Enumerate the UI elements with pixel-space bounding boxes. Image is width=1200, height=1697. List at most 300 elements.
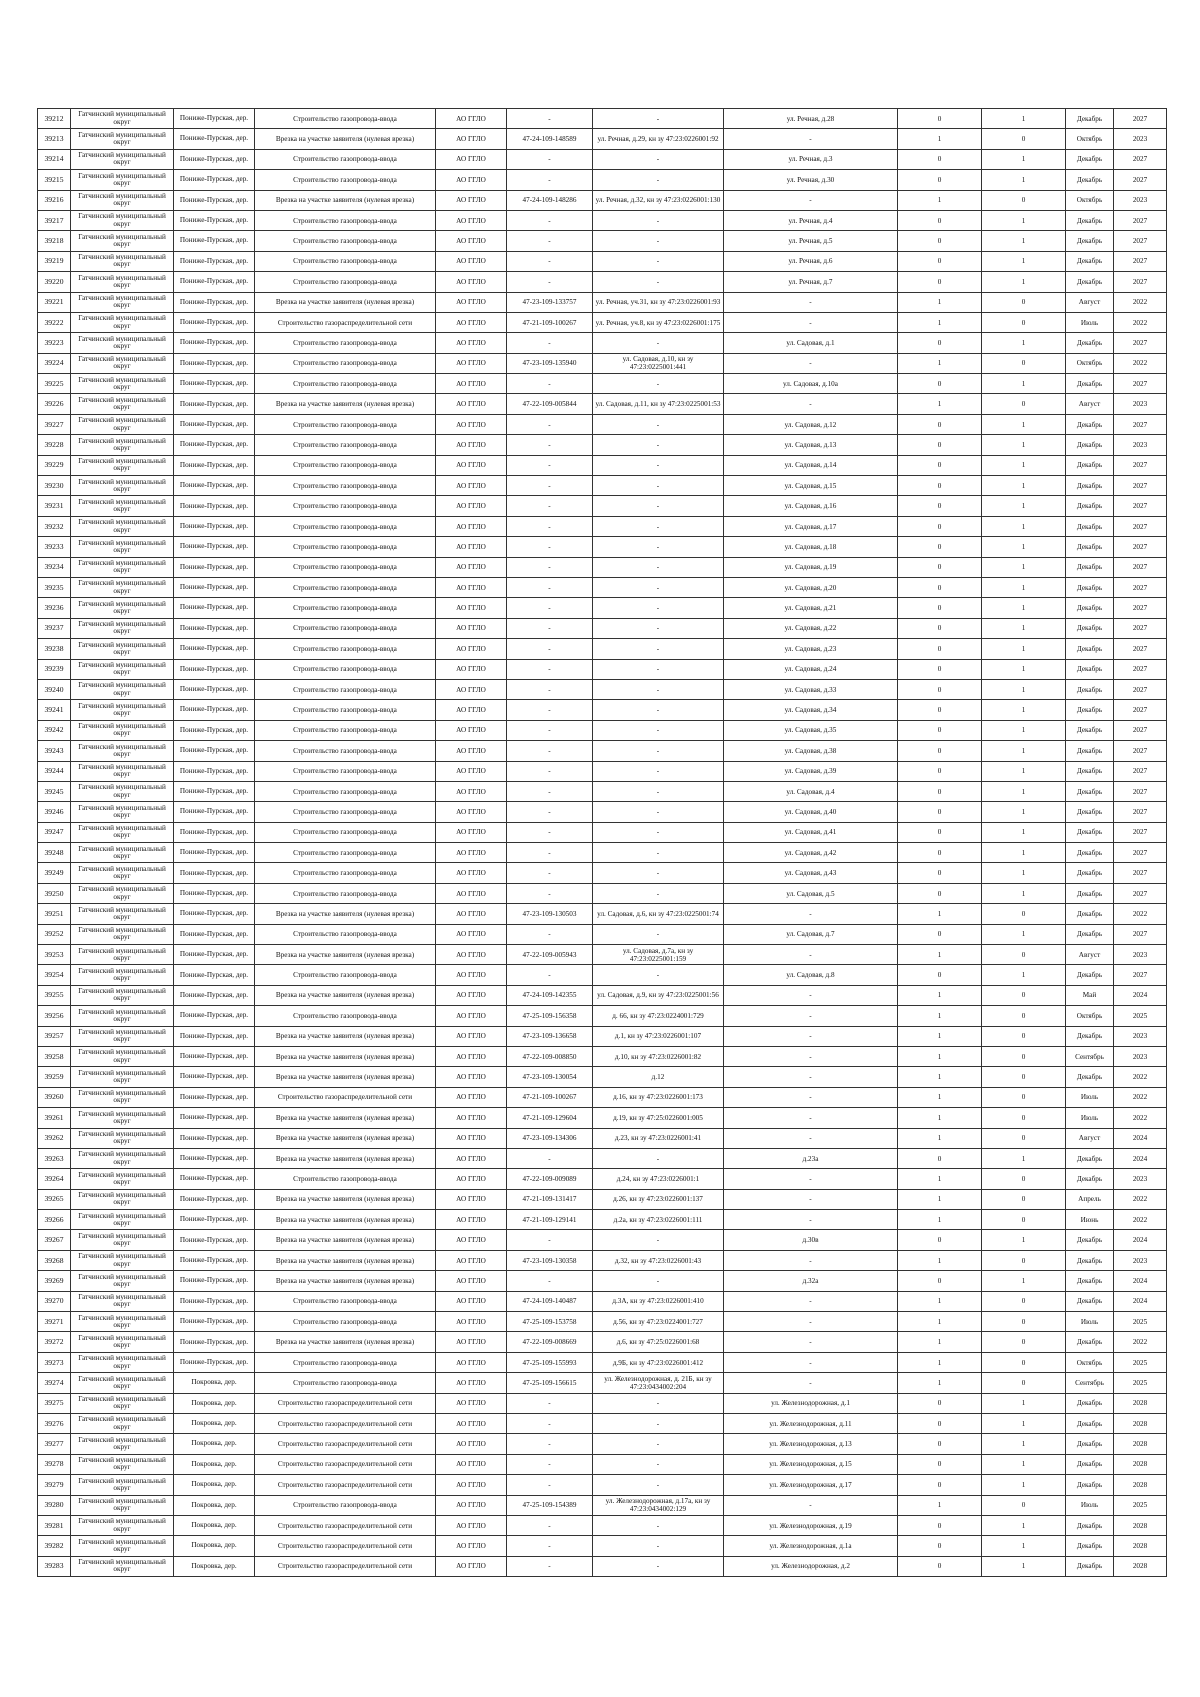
work-type-cell: Врезка на участке заявителя (нулевая врезка)	[255, 1067, 436, 1087]
table-row	[38, 1230, 1167, 1250]
row-number-cell: 39252	[38, 924, 71, 944]
settlement-cell: Пониже-Пурская, дер.	[174, 822, 255, 842]
count-b-cell: 1	[982, 618, 1066, 638]
count-a-cell: 1	[898, 1189, 982, 1209]
address-cell: -	[724, 292, 898, 312]
municipality-cell: Гатчинский муниципальный округ	[71, 333, 174, 353]
cadastral-address-cell: -	[593, 1454, 724, 1474]
table-row	[38, 129, 1167, 149]
row-number-cell: 39278	[38, 1454, 71, 1474]
table-row	[38, 781, 1167, 801]
row-number-cell: 39272	[38, 1332, 71, 1352]
count-b-cell: 1	[982, 1271, 1066, 1291]
row-number-cell: 39224	[38, 353, 71, 373]
settlement-cell: Покровка, дер.	[174, 1536, 255, 1556]
work-type-cell: Строительство газопровода-ввода	[255, 1169, 436, 1189]
work-type-cell: Строительство газораспределительной сети	[255, 1515, 436, 1535]
address-cell: ул. Железнодорожная, д.1а	[724, 1536, 898, 1556]
table-row	[38, 109, 1167, 129]
count-a-cell: 1	[898, 1108, 982, 1128]
month-cell: Декабрь	[1066, 537, 1114, 557]
municipality-cell: Гатчинский муниципальный округ	[71, 639, 174, 659]
year-cell: 2022	[1114, 353, 1167, 373]
address-cell: -	[724, 190, 898, 210]
count-b-cell: 1	[982, 476, 1066, 496]
row-number-cell: 39215	[38, 170, 71, 190]
year-cell: 2022	[1114, 1210, 1167, 1230]
count-b-cell: 0	[982, 1108, 1066, 1128]
municipality-cell: Гатчинский муниципальный округ	[71, 210, 174, 230]
address-cell: -	[724, 1495, 898, 1515]
year-cell: 2027	[1114, 333, 1167, 353]
address-cell: ул. Железнодорожная, д.15	[724, 1454, 898, 1474]
table-row	[38, 312, 1167, 332]
count-b-cell: 1	[982, 414, 1066, 434]
year-cell: 2027	[1114, 414, 1167, 434]
count-b-cell: 1	[982, 537, 1066, 557]
cadastral-address-cell: ул. Железнодорожная, д. 21Б, кн зу 47:23:0434002:204	[593, 1373, 724, 1393]
address-cell: ул. Речная, д.28	[724, 109, 898, 129]
count-b-cell: 1	[982, 577, 1066, 597]
settlement-cell: Пониже-Пурская, дер.	[174, 1108, 255, 1128]
work-type-cell: Строительство газопровода-ввода	[255, 210, 436, 230]
month-cell: Октябрь	[1066, 129, 1114, 149]
month-cell: Октябрь	[1066, 1352, 1114, 1372]
table-row	[38, 292, 1167, 312]
count-b-cell: 0	[982, 1495, 1066, 1515]
table-row	[38, 843, 1167, 863]
municipality-cell: Гатчинский муниципальный округ	[71, 312, 174, 332]
municipality-cell: Гатчинский муниципальный округ	[71, 292, 174, 312]
table-row	[38, 639, 1167, 659]
row-number-cell: 39253	[38, 945, 71, 965]
application-number-cell: -	[507, 598, 593, 618]
count-b-cell: 1	[982, 374, 1066, 394]
cadastral-address-cell: -	[593, 516, 724, 536]
month-cell: Декабрь	[1066, 231, 1114, 251]
work-type-cell: Врезка на участке заявителя (нулевая врезка)	[255, 292, 436, 312]
table-row	[38, 1352, 1167, 1372]
municipality-cell: Гатчинский муниципальный округ	[71, 1495, 174, 1515]
count-a-cell: 0	[898, 659, 982, 679]
municipality-cell: Гатчинский муниципальный округ	[71, 720, 174, 740]
count-a-cell: 0	[898, 455, 982, 475]
work-type-cell: Строительство газопровода-ввода	[255, 781, 436, 801]
application-number-cell: -	[507, 1454, 593, 1474]
organization-cell: АО ГГЛО	[436, 822, 507, 842]
settlement-cell: Покровка, дер.	[174, 1434, 255, 1454]
cadastral-address-cell: -	[593, 639, 724, 659]
cadastral-address-cell: -	[593, 965, 724, 985]
year-cell: 2023	[1114, 1169, 1167, 1189]
row-number-cell: 39217	[38, 210, 71, 230]
month-cell: Декабрь	[1066, 1250, 1114, 1270]
settlement-cell: Пониже-Пурская, дер.	[174, 924, 255, 944]
municipality-cell: Гатчинский муниципальный округ	[71, 1250, 174, 1270]
address-cell: ул. Садовая, д.39	[724, 761, 898, 781]
count-b-cell: 0	[982, 292, 1066, 312]
work-type-cell: Строительство газопровода-ввода	[255, 557, 436, 577]
settlement-cell: Покровка, дер.	[174, 1393, 255, 1413]
year-cell: 2023	[1114, 394, 1167, 414]
row-number-cell: 39235	[38, 577, 71, 597]
organization-cell: АО ГГЛО	[436, 1414, 507, 1434]
municipality-cell: Гатчинский муниципальный округ	[71, 1271, 174, 1291]
municipality-cell: Гатчинский муниципальный округ	[71, 1434, 174, 1454]
count-b-cell: 0	[982, 312, 1066, 332]
row-number-cell: 39216	[38, 190, 71, 210]
settlement-cell: Пониже-Пурская, дер.	[174, 659, 255, 679]
count-a-cell: 0	[898, 333, 982, 353]
organization-cell: АО ГГЛО	[436, 781, 507, 801]
row-number-cell: 39225	[38, 374, 71, 394]
organization-cell: АО ГГЛО	[436, 741, 507, 761]
organization-cell: АО ГГЛО	[436, 1250, 507, 1270]
municipality-cell: Гатчинский муниципальный округ	[71, 1067, 174, 1087]
settlement-cell: Покровка, дер.	[174, 1373, 255, 1393]
address-cell: -	[724, 1189, 898, 1209]
municipality-cell: Гатчинский муниципальный округ	[71, 109, 174, 129]
table-row	[38, 1495, 1167, 1515]
address-cell: ул. Речная, д.6	[724, 251, 898, 271]
count-a-cell: 0	[898, 639, 982, 659]
organization-cell: АО ГГЛО	[436, 190, 507, 210]
count-a-cell: 0	[898, 1434, 982, 1454]
organization-cell: АО ГГЛО	[436, 537, 507, 557]
municipality-cell: Гатчинский муниципальный округ	[71, 659, 174, 679]
work-type-cell: Строительство газопровода-ввода	[255, 496, 436, 516]
application-number-cell: 47-25-109-156358	[507, 1006, 593, 1026]
year-cell: 2022	[1114, 292, 1167, 312]
cadastral-address-cell: -	[593, 618, 724, 638]
municipality-cell: Гатчинский муниципальный округ	[71, 863, 174, 883]
organization-cell: АО ГГЛО	[436, 1515, 507, 1535]
table-row	[38, 414, 1167, 434]
cadastral-address-cell: -	[593, 272, 724, 292]
work-type-cell: Строительство газопровода-ввода	[255, 272, 436, 292]
municipality-cell: Гатчинский муниципальный округ	[71, 883, 174, 903]
count-b-cell: 0	[982, 945, 1066, 965]
cadastral-address-cell: ул. Садовая, д.9, кн зу 47:23:0225001:56	[593, 985, 724, 1005]
row-number-cell: 39256	[38, 1006, 71, 1026]
address-cell: ул. Речная, д.30	[724, 170, 898, 190]
table-row	[38, 883, 1167, 903]
cadastral-address-cell: -	[593, 883, 724, 903]
address-cell: -	[724, 1128, 898, 1148]
work-type-cell: Врезка на участке заявителя (нулевая врезка)	[255, 1210, 436, 1230]
year-cell: 2027	[1114, 210, 1167, 230]
count-a-cell: 1	[898, 129, 982, 149]
application-number-cell: 47-23-109-136658	[507, 1026, 593, 1046]
cadastral-address-cell: -	[593, 251, 724, 271]
application-number-cell: -	[507, 476, 593, 496]
count-b-cell: 0	[982, 1026, 1066, 1046]
address-cell: -	[724, 1210, 898, 1230]
table-row	[38, 679, 1167, 699]
address-cell: ул. Речная, д.5	[724, 231, 898, 251]
settlement-cell: Покровка, дер.	[174, 1495, 255, 1515]
work-type-cell: Строительство газопровода-ввода	[255, 455, 436, 475]
count-a-cell: 1	[898, 1087, 982, 1107]
month-cell: Декабрь	[1066, 863, 1114, 883]
organization-cell: АО ГГЛО	[436, 557, 507, 577]
count-b-cell: 0	[982, 904, 1066, 924]
count-b-cell: 0	[982, 394, 1066, 414]
address-cell: -	[724, 1250, 898, 1270]
organization-cell: АО ГГЛО	[436, 1536, 507, 1556]
row-number-cell: 39238	[38, 639, 71, 659]
cadastral-address-cell: -	[593, 374, 724, 394]
application-number-cell: -	[507, 1434, 593, 1454]
row-number-cell: 39240	[38, 679, 71, 699]
row-number-cell: 39276	[38, 1414, 71, 1434]
count-a-cell: 0	[898, 1230, 982, 1250]
municipality-cell: Гатчинский муниципальный округ	[71, 394, 174, 414]
count-a-cell: 0	[898, 761, 982, 781]
count-b-cell: 1	[982, 822, 1066, 842]
count-a-cell: 1	[898, 292, 982, 312]
row-number-cell: 39255	[38, 985, 71, 1005]
month-cell: Декабрь	[1066, 618, 1114, 638]
count-a-cell: 0	[898, 414, 982, 434]
organization-cell: АО ГГЛО	[436, 985, 507, 1005]
cadastral-address-cell: д.26, кн зу 47:23:0226001:137	[593, 1189, 724, 1209]
work-type-cell: Строительство газопровода-ввода	[255, 1312, 436, 1332]
settlement-cell: Пониже-Пурская, дер.	[174, 333, 255, 353]
year-cell: 2027	[1114, 618, 1167, 638]
row-number-cell: 39260	[38, 1087, 71, 1107]
count-b-cell: 0	[982, 1332, 1066, 1352]
cadastral-address-cell: д.6, кн зу 47:25:0226001:68	[593, 1332, 724, 1352]
settlement-cell: Пониже-Пурская, дер.	[174, 1250, 255, 1270]
table-row	[38, 1332, 1167, 1352]
work-type-cell: Строительство газопровода-ввода	[255, 231, 436, 251]
cadastral-address-cell: д.3А, кн зу 47:23:0226001:410	[593, 1291, 724, 1311]
count-a-cell: 0	[898, 781, 982, 801]
row-number-cell: 39214	[38, 149, 71, 169]
year-cell: 2024	[1114, 1271, 1167, 1291]
municipality-cell: Гатчинский муниципальный округ	[71, 1148, 174, 1168]
address-cell: ул. Железнодорожная, д.19	[724, 1515, 898, 1535]
settlement-cell: Пониже-Пурская, дер.	[174, 720, 255, 740]
row-number-cell: 39261	[38, 1108, 71, 1128]
month-cell: Декабрь	[1066, 1536, 1114, 1556]
application-number-cell: -	[507, 516, 593, 536]
municipality-cell: Гатчинский муниципальный округ	[71, 802, 174, 822]
month-cell: Декабрь	[1066, 781, 1114, 801]
cadastral-address-cell: -	[593, 455, 724, 475]
settlement-cell: Пониже-Пурская, дер.	[174, 1046, 255, 1066]
year-cell: 2024	[1114, 1291, 1167, 1311]
count-a-cell: 0	[898, 1454, 982, 1474]
row-number-cell: 39248	[38, 843, 71, 863]
application-number-cell: 47-22-109-005943	[507, 945, 593, 965]
year-cell: 2024	[1114, 1230, 1167, 1250]
table-row	[38, 333, 1167, 353]
year-cell: 2028	[1114, 1475, 1167, 1495]
settlement-cell: Пониже-Пурская, дер.	[174, 557, 255, 577]
application-number-cell: -	[507, 149, 593, 169]
year-cell: 2027	[1114, 231, 1167, 251]
organization-cell: АО ГГЛО	[436, 414, 507, 434]
settlement-cell: Пониже-Пурская, дер.	[174, 455, 255, 475]
settlement-cell: Пониже-Пурская, дер.	[174, 1230, 255, 1250]
row-number-cell: 39271	[38, 1312, 71, 1332]
organization-cell: АО ГГЛО	[436, 659, 507, 679]
municipality-cell: Гатчинский муниципальный округ	[71, 1454, 174, 1474]
work-type-cell: Строительство газопровода-ввода	[255, 741, 436, 761]
settlement-cell: Пониже-Пурская, дер.	[174, 863, 255, 883]
table-row	[38, 1046, 1167, 1066]
address-cell: ул. Речная, д.3	[724, 149, 898, 169]
settlement-cell: Покровка, дер.	[174, 1515, 255, 1535]
month-cell: Декабрь	[1066, 1454, 1114, 1474]
count-a-cell: 0	[898, 720, 982, 740]
cadastral-address-cell: -	[593, 659, 724, 679]
application-number-cell: 47-21-109-129604	[507, 1108, 593, 1128]
count-b-cell: 1	[982, 924, 1066, 944]
application-number-cell: 47-21-109-100267	[507, 1087, 593, 1107]
municipality-cell: Гатчинский муниципальный округ	[71, 679, 174, 699]
year-cell: 2022	[1114, 1087, 1167, 1107]
count-a-cell: 0	[898, 272, 982, 292]
municipality-cell: Гатчинский муниципальный округ	[71, 149, 174, 169]
settlement-cell: Пониже-Пурская, дер.	[174, 476, 255, 496]
table-row	[38, 741, 1167, 761]
row-number-cell: 39273	[38, 1352, 71, 1372]
cadastral-address-cell: -	[593, 1230, 724, 1250]
row-number-cell: 39241	[38, 700, 71, 720]
municipality-cell: Гатчинский муниципальный округ	[71, 496, 174, 516]
application-number-cell: -	[507, 577, 593, 597]
application-number-cell: -	[507, 639, 593, 659]
row-number-cell: 39232	[38, 516, 71, 536]
table-row	[38, 720, 1167, 740]
application-number-cell: -	[507, 679, 593, 699]
address-cell: ул. Садовая, д.38	[724, 741, 898, 761]
organization-cell: АО ГГЛО	[436, 1434, 507, 1454]
year-cell: 2025	[1114, 1352, 1167, 1372]
settlement-cell: Пониже-Пурская, дер.	[174, 1210, 255, 1230]
organization-cell: АО ГГЛО	[436, 577, 507, 597]
month-cell: Декабрь	[1066, 251, 1114, 271]
cadastral-address-cell: -	[593, 537, 724, 557]
work-type-cell: Строительство газораспределительной сети	[255, 1414, 436, 1434]
month-cell: Декабрь	[1066, 577, 1114, 597]
table-row	[38, 924, 1167, 944]
settlement-cell: Пониже-Пурская, дер.	[174, 414, 255, 434]
address-cell: ул. Садовая, д.7	[724, 924, 898, 944]
cadastral-address-cell: -	[593, 496, 724, 516]
work-type-cell: Строительство газопровода-ввода	[255, 924, 436, 944]
application-number-cell: -	[507, 435, 593, 455]
table-row	[38, 170, 1167, 190]
municipality-cell: Гатчинский муниципальный округ	[71, 1352, 174, 1372]
work-type-cell: Строительство газопровода-ввода	[255, 618, 436, 638]
municipality-cell: Гатчинский муниципальный округ	[71, 1026, 174, 1046]
count-b-cell: 0	[982, 1046, 1066, 1066]
application-number-cell: 47-25-109-153758	[507, 1312, 593, 1332]
application-number-cell: -	[507, 496, 593, 516]
address-cell: ул. Садовая, д.17	[724, 516, 898, 536]
count-b-cell: 0	[982, 1006, 1066, 1026]
count-a-cell: 0	[898, 435, 982, 455]
count-b-cell: 1	[982, 863, 1066, 883]
settlement-cell: Пониже-Пурская, дер.	[174, 1026, 255, 1046]
work-type-cell: Строительство газопровода-ввода	[255, 476, 436, 496]
settlement-cell: Пониже-Пурская, дер.	[174, 1332, 255, 1352]
table-row	[38, 1148, 1167, 1168]
cadastral-address-cell: ул. Речная, уч.31, кн зу 47:23:0226001:93	[593, 292, 724, 312]
year-cell: 2027	[1114, 659, 1167, 679]
count-b-cell: 1	[982, 720, 1066, 740]
organization-cell: АО ГГЛО	[436, 312, 507, 332]
municipality-cell: Гатчинский муниципальный округ	[71, 1556, 174, 1576]
cadastral-address-cell: -	[593, 210, 724, 230]
row-number-cell: 39223	[38, 333, 71, 353]
cadastral-address-cell: -	[593, 924, 724, 944]
municipality-cell: Гатчинский муниципальный округ	[71, 435, 174, 455]
cadastral-address-cell: -	[593, 802, 724, 822]
year-cell: 2027	[1114, 496, 1167, 516]
cadastral-address-cell: д.23, кн зу 47:23:0226001:41	[593, 1128, 724, 1148]
application-number-cell: -	[507, 231, 593, 251]
settlement-cell: Пониже-Пурская, дер.	[174, 374, 255, 394]
organization-cell: АО ГГЛО	[436, 333, 507, 353]
count-b-cell: 0	[982, 1067, 1066, 1087]
organization-cell: АО ГГЛО	[436, 863, 507, 883]
month-cell: Май	[1066, 985, 1114, 1005]
municipality-cell: Гатчинский муниципальный округ	[71, 516, 174, 536]
table-row	[38, 149, 1167, 169]
table-row	[38, 1250, 1167, 1270]
organization-cell: АО ГГЛО	[436, 679, 507, 699]
application-number-cell: -	[507, 618, 593, 638]
work-type-cell: Строительство газопровода-ввода	[255, 883, 436, 903]
settlement-cell: Пониже-Пурская, дер.	[174, 1271, 255, 1291]
cadastral-address-cell: ул. Садовая, д.7а, кн зу 47:23:0225001:159	[593, 945, 724, 965]
month-cell: Декабрь	[1066, 210, 1114, 230]
count-b-cell: 0	[982, 1189, 1066, 1209]
month-cell: Декабрь	[1066, 598, 1114, 618]
count-b-cell: 1	[982, 965, 1066, 985]
row-number-cell: 39239	[38, 659, 71, 679]
count-a-cell: 0	[898, 476, 982, 496]
month-cell: Декабрь	[1066, 333, 1114, 353]
organization-cell: АО ГГЛО	[436, 924, 507, 944]
table-row	[38, 1169, 1167, 1189]
year-cell: 2027	[1114, 557, 1167, 577]
work-type-cell: Строительство газопровода-ввода	[255, 720, 436, 740]
work-type-cell: Строительство газопровода-ввода	[255, 374, 436, 394]
municipality-cell: Гатчинский муниципальный округ	[71, 537, 174, 557]
cadastral-address-cell: -	[593, 761, 724, 781]
count-b-cell: 0	[982, 1210, 1066, 1230]
organization-cell: АО ГГЛО	[436, 170, 507, 190]
count-b-cell: 0	[982, 1128, 1066, 1148]
row-number-cell: 39219	[38, 251, 71, 271]
settlement-cell: Пониже-Пурская, дер.	[174, 537, 255, 557]
count-b-cell: 1	[982, 883, 1066, 903]
work-type-cell: Врезка на участке заявителя (нулевая врезка)	[255, 1189, 436, 1209]
table-row	[38, 985, 1167, 1005]
work-type-cell: Строительство газопровода-ввода	[255, 537, 436, 557]
table-row	[38, 1556, 1167, 1576]
row-number-cell: 39247	[38, 822, 71, 842]
year-cell: 2028	[1114, 1515, 1167, 1535]
cadastral-address-cell: д.56, кн зу 47:23:0224001:727	[593, 1312, 724, 1332]
year-cell: 2028	[1114, 1556, 1167, 1576]
